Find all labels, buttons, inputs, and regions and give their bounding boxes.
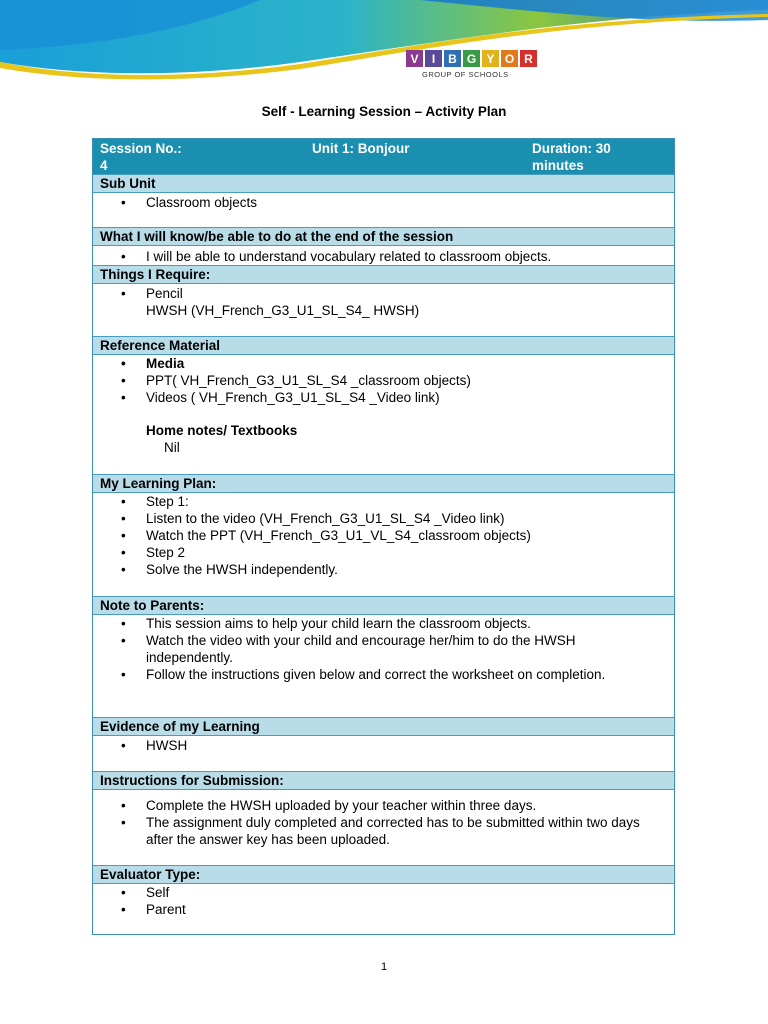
duration-unit: minutes	[532, 158, 584, 173]
parents-note-heading: Note to Parents:	[93, 596, 674, 615]
activity-plan-table	[92, 138, 675, 935]
logo-subtitle: GROUP OF SCHOOLS	[422, 70, 509, 79]
list-item: • Complete the HWSH uploaded by your teacher within three days.	[93, 797, 654, 814]
logo-letter: G	[463, 50, 480, 67]
vibgyor-logo	[406, 50, 542, 79]
evaluator-heading: Evaluator Type:	[93, 865, 674, 884]
logo-letter: O	[501, 50, 518, 67]
list-item: • HWSH	[93, 737, 674, 754]
list-item: • The assignment duly completed and corrected has to be submitted within two days after the answer key has been uploaded.	[93, 814, 654, 848]
page-number: 1	[380, 961, 388, 973]
header-wave-banner	[0, 0, 768, 95]
session-header-row	[93, 139, 674, 174]
learning-goal-body	[93, 248, 674, 265]
list-item: • Step 2	[93, 544, 674, 561]
session-label: Session No.:	[100, 141, 182, 156]
logo-letter: V	[406, 50, 423, 67]
list-item: • Media	[93, 355, 674, 372]
list-item: • Step 1:	[93, 493, 674, 510]
list-item: • Parent	[93, 901, 674, 918]
learning-goal-heading: What I will know/be able to do at the end of the session	[93, 227, 674, 246]
learning-plan-body	[93, 493, 674, 578]
list-item: • Listen to the video (VH_French_G3_U1_SL_S4 _Video link)	[93, 510, 674, 527]
logo-letter: I	[425, 50, 442, 67]
parents-note-body	[93, 615, 674, 683]
unit-title: Unit 1: Bonjour	[312, 141, 410, 156]
evaluator-body	[93, 884, 674, 918]
reference-body	[93, 355, 674, 456]
logo-letter: R	[520, 50, 537, 67]
reference-heading: Reference Material	[93, 336, 674, 355]
session-number: 4	[100, 158, 108, 173]
list-item: • Classroom objects	[93, 194, 674, 211]
list-item: • Videos ( VH_French_G3_U1_SL_S4 _Video link)	[93, 389, 674, 406]
list-item: • I will be able to understand vocabulary related to classroom objects.	[93, 248, 674, 265]
list-item: • Pencil	[93, 285, 674, 302]
duration-cell	[532, 140, 611, 174]
requirements-heading: Things I Require:	[93, 265, 674, 284]
sub-unit-body	[93, 194, 674, 211]
session-cell	[100, 140, 182, 174]
logo-letters	[406, 50, 542, 67]
home-notes-label: Home notes/ Textbooks	[146, 423, 298, 438]
duration-label: Duration: 30	[532, 141, 611, 156]
evidence-body	[93, 737, 674, 754]
list-item: • Watch the video with your child and encourage her/him to do the HWSH independently.	[93, 632, 654, 666]
document-title: Self - Learning Session – Activity Plan	[261, 104, 507, 119]
worksheet-reference: HWSH (VH_French_G3_U1_SL_S4_ HWSH)	[146, 303, 420, 318]
logo-letter: B	[444, 50, 461, 67]
list-item: • Solve the HWSH independently.	[93, 561, 674, 578]
list-item: • Self	[93, 884, 674, 901]
list-item: • PPT( VH_French_G3_U1_SL_S4 _classroom objects)	[93, 372, 674, 389]
submission-heading: Instructions for Submission:	[93, 771, 674, 790]
evidence-heading: Evidence of my Learning	[93, 717, 674, 736]
list-item: • Watch the PPT (VH_French_G3_U1_VL_S4_classroom objects)	[93, 527, 674, 544]
logo-letter: Y	[482, 50, 499, 67]
requirements-body	[93, 285, 674, 319]
sub-unit-heading: Sub Unit	[93, 174, 674, 193]
list-item: • This session aims to help your child learn the classroom objects.	[93, 615, 654, 632]
list-item: • Follow the instructions given below and correct the worksheet on completion.	[93, 666, 654, 683]
home-notes-value: Nil	[164, 440, 180, 455]
submission-body	[93, 797, 674, 848]
learning-plan-heading: My Learning Plan:	[93, 474, 674, 493]
